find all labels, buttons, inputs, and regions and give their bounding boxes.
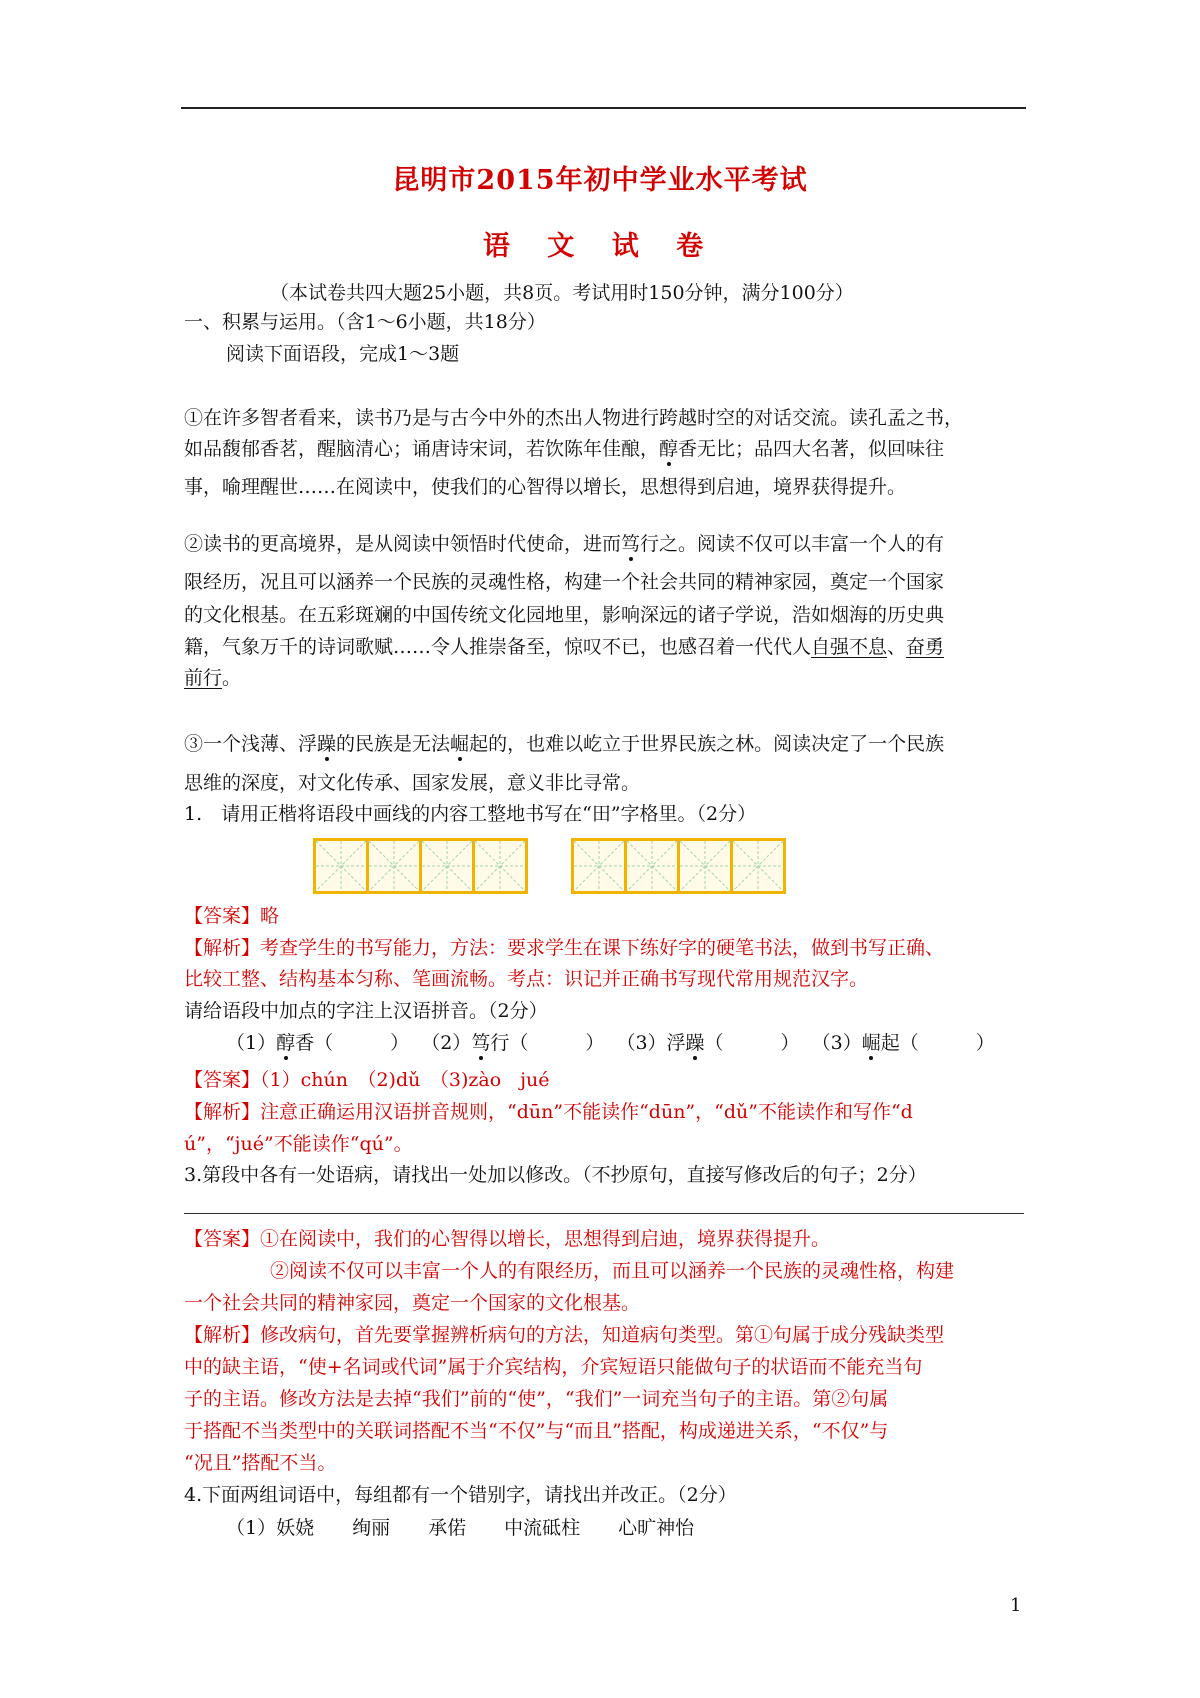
q3-analysis-line3: 子的主语。修改方法是去掉“我们”前的“使”，“我们”一词充当句子的主语。第②句属 <box>184 1388 889 1410</box>
tian-grid-group-1[interactable] <box>313 838 528 894</box>
q1-analysis-line1 <box>184 935 1024 961</box>
page-number: 1 <box>1010 1595 1022 1616</box>
answer-text: （1）chún （2)dǔ （3)zào jué <box>260 1069 550 1091</box>
exam-instructions: （本试卷共四大题25小题，共8页。考试用时150分钟，满分100分） <box>270 282 854 304</box>
tian-grid-cell[interactable] <box>475 841 525 891</box>
passage-p1-line2 <box>184 436 1024 462</box>
q3-analysis-line2: 中的缺主语，“使+名词或代词”属于介宾结构，介宾短语只能做句子的状语而不能充当句 <box>184 1356 923 1378</box>
q3-analysis-line1 <box>184 1322 1024 1348</box>
text-span: ②读书的更高境界，是从阅读中领悟时代使命，进而 <box>184 533 622 555</box>
top-rule <box>181 107 1026 109</box>
answer-label: 【答案】 <box>184 1228 261 1250</box>
dotted-char: 醇 <box>276 1032 296 1054</box>
tian-grid-cell[interactable] <box>574 841 624 891</box>
answer-label: 【答案】 <box>184 1069 261 1091</box>
tian-grid-cell[interactable] <box>316 841 366 891</box>
q2-items <box>226 1030 1066 1056</box>
text-span: 、 <box>887 636 907 658</box>
analysis-label: 【解析】 <box>184 1324 261 1346</box>
dotted-char: 醇 <box>659 438 679 460</box>
dotted-char: 崛 <box>861 1032 881 1054</box>
q1-analysis-line2: 比较工整、结构基本匀称、笔画流畅。考点：识记并正确书写现代常用规范汉字。 <box>184 968 869 990</box>
text-span: 如品馥郁香茗，醒脑清心；诵唐诗宋词，若饮陈年佳酿， <box>184 438 660 460</box>
q3-answer-line2: ②阅读不仅可以丰富一个人的有限经历，而且可以涵养一个民族的灵魂性格，构建 <box>270 1260 955 1282</box>
q4-items: （1）妖娆 绚丽 承偌 中流砥柱 心旷神怡 <box>226 1517 695 1539</box>
q3-answer-line3: 一个社会共同的精神家园，奠定一个国家的文化根基。 <box>184 1292 641 1314</box>
text-span: 起的，也难以屹立于世界民族之林。阅读决定了一个民族 <box>469 733 945 755</box>
text-span: （1） <box>226 1032 277 1054</box>
q3-answer-line1 <box>184 1226 1024 1252</box>
text-span: 的民族是无法 <box>336 733 451 755</box>
answer-label: 【答案】 <box>184 905 261 927</box>
tian-grid-cell[interactable] <box>422 841 472 891</box>
q2-answer <box>184 1067 1024 1093</box>
q2-analysis-line2: ú”，“jué”不能读作“qú”。 <box>184 1133 413 1155</box>
passage-p3-line2: 思维的深度，对文化传承、国家发展，意义非比寻常。 <box>184 772 641 794</box>
answer-text: ①在阅读中，我们的心智得以增长，思想得到启迪，境界获得提升。 <box>260 1228 831 1250</box>
text-span: 行之。阅读不仅可以丰富一个人的有 <box>640 533 945 555</box>
passage-p1-line1: ①在许多智者看来，读书乃是与古今中外的杰出人物进行跨越时空的对话交流。读孔孟之书， <box>184 407 964 429</box>
text-span: 起（ ） <box>880 1032 995 1054</box>
q4-question: 4.下面两组词语中，每组都有一个错别字，请找出并改正。（2分） <box>184 1484 737 1506</box>
text-span: （3）浮 <box>616 1032 686 1054</box>
tian-grid-cell[interactable] <box>627 841 677 891</box>
underlined-text: 自强不息 <box>811 636 888 658</box>
text-span: 行（ ） <box>490 1032 605 1054</box>
q2-analysis-line1 <box>184 1099 1024 1125</box>
q1-answer <box>184 903 1024 929</box>
underlined-text: 奋勇 <box>906 636 945 658</box>
q1-question: 1. 请用正楷将语段中画线的内容工整地书写在“田”字格里。（2分） <box>184 803 757 825</box>
reading-prompt: 阅读下面语段，完成1～3题 <box>226 343 460 365</box>
dotted-char: 崛 <box>450 733 470 755</box>
exam-title: 昆明市2015年初中学业水平考试 <box>392 165 808 196</box>
q2-question: 请给语段中加点的字注上汉语拼音。（2分） <box>184 1000 548 1022</box>
tian-grid-cell[interactable] <box>680 841 730 891</box>
q3-analysis-line4: 于搭配不当类型中的关联词搭配不当“不仅”与“而且”搭配，构成递进关系，“不仅”与 <box>184 1420 889 1442</box>
analysis-label: 【解析】 <box>184 937 261 959</box>
dotted-char: 笃 <box>621 533 641 555</box>
q3-question: 3.第段中各有一处语病，请找出一处加以修改。（不抄原句，直接写修改后的句子；2分） <box>184 1164 927 1186</box>
dotted-char: 躁 <box>317 733 337 755</box>
tian-grid-cell[interactable] <box>369 841 419 891</box>
passage-p2-line1 <box>184 531 1024 557</box>
q3-analysis-line5: “况且”搭配不当。 <box>184 1452 337 1474</box>
passage-p1-line3: 事，喻理醒世……在阅读中，使我们的心智得以增长，思想得到启迪，境界获得提升。 <box>184 476 907 498</box>
text-span: 。 <box>222 667 242 689</box>
passage-p2-line4 <box>184 634 1024 660</box>
text-span: （3） <box>811 1032 862 1054</box>
text-span: （2） <box>421 1032 472 1054</box>
dotted-char: 笃 <box>471 1032 491 1054</box>
dotted-char: 躁 <box>685 1032 705 1054</box>
text-span: 香（ ） <box>295 1032 410 1054</box>
analysis-text: 考查学生的书写能力，方法：要求学生在课下练好字的硬笔书法，做到书写正确、 <box>260 937 945 959</box>
passage-p2-line2: 限经历，况且可以涵养一个民族的灵魂性格，构建一个社会共同的精神家园，奠定一个国家 <box>184 571 945 593</box>
answer-text: 略 <box>260 905 280 927</box>
passage-p3-line1 <box>184 731 1024 757</box>
underlined-text: 前行 <box>184 667 223 689</box>
text-span: ③一个浅薄、浮 <box>184 733 318 755</box>
text-span: 香无比；品四大名著，似回味往 <box>678 438 945 460</box>
tian-grid-group-2[interactable] <box>571 838 786 894</box>
exam-subtitle: 语 文 试 卷 <box>482 231 718 262</box>
passage-p2-line3: 的文化根基。在五彩斑斓的中国传统文化园地里，影响深远的诸子学说，浩如烟海的历史典 <box>184 604 945 626</box>
analysis-label: 【解析】 <box>184 1101 261 1123</box>
passage-p2-line5 <box>184 665 1024 691</box>
answer-line[interactable] <box>184 1213 1024 1214</box>
text-span: （ ） <box>704 1032 800 1054</box>
section-heading: 一、积累与运用。（含1～6小题，共18分） <box>184 311 546 333</box>
tian-grid-cell[interactable] <box>733 841 783 891</box>
text-span: 籍，气象万千的诗词歌赋……令人推崇备至，惊叹不已，也感召着一代代人 <box>184 636 812 658</box>
analysis-text: 修改病句，首先要掌握辨析病句的方法，知道病句类型。第①句属于成分残缺类型 <box>260 1324 945 1346</box>
analysis-text: 注意正确运用汉语拼音规则，“dūn”不能读作“dūn”，“dǔ”不能读作和写作“d <box>260 1101 913 1123</box>
